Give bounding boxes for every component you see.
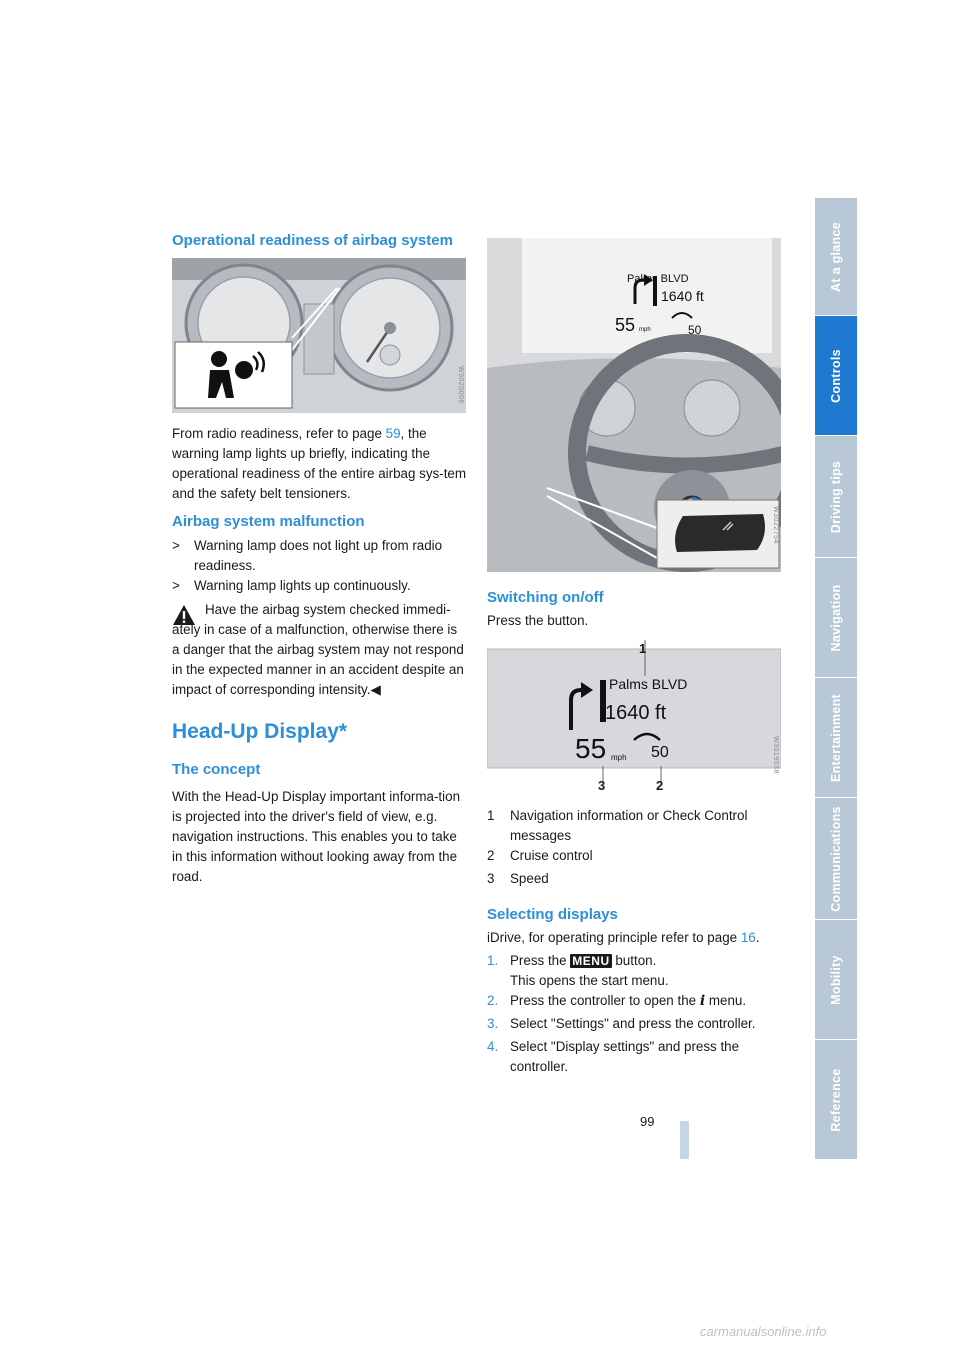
sidebar-tab-communications[interactable] [815, 798, 857, 920]
steering-illustration [487, 238, 781, 572]
step-item [487, 1014, 787, 1034]
page-link-16[interactable]: 16 [740, 930, 756, 945]
hud-street-name: Palms BLVD [609, 676, 688, 692]
list-item [172, 536, 468, 576]
tab-label: Mobility [829, 954, 843, 1005]
hud-cruise: 50 [651, 744, 669, 761]
hud-speed-unit: mph [611, 753, 627, 762]
tab-label: Driving tips [829, 460, 843, 533]
callout-3: 3 [598, 778, 606, 793]
step-item [487, 991, 787, 1011]
airbag-malfunction-heading: Airbag system malfunction [172, 513, 365, 530]
menu-button-icon: MENU [572, 954, 610, 968]
sidebar-tab-mobility[interactable] [815, 920, 857, 1040]
text-segment: , the warning lamp lights up briefly, indicating the operational readiness of the entire airbag sys-tem and the safety belt tensioners. [172, 426, 467, 501]
list-item [172, 576, 468, 596]
instrument-cluster-illustration [172, 258, 466, 413]
legend-item [487, 846, 783, 866]
legend-number: 2 [487, 848, 495, 863]
legend-item [487, 806, 783, 846]
step-item [487, 1037, 787, 1077]
switching-text: Press the button. [487, 613, 589, 628]
bullet-text: Warning lamp lights up continuously. [194, 578, 411, 593]
legend-text: Cruise control [510, 848, 593, 863]
tab-label: Communications [829, 805, 843, 912]
text-segment: From radio readiness, refer to page [172, 426, 386, 441]
chapter-sidebar [815, 198, 857, 1160]
hud-street-name: Palms BLVD [627, 273, 689, 285]
tab-label: Reference [829, 1067, 843, 1132]
bullet-mark: > [172, 578, 180, 593]
idrive-text [487, 928, 787, 948]
hud-heading: Head-Up Display* [172, 720, 348, 743]
step-number: 2. [487, 993, 499, 1008]
legend-text: Navigation information or Check Control messages [510, 808, 748, 843]
concept-heading: The concept [172, 761, 261, 778]
text-segment: Press the controller to open the [510, 993, 700, 1008]
callout-2: 2 [656, 778, 664, 793]
hud-display-figure [487, 640, 781, 794]
switching-heading: Switching on/off [487, 589, 604, 606]
step-number: 3. [487, 1016, 499, 1031]
tab-label: Entertainment [829, 693, 843, 782]
figure-code: W3019038 [772, 736, 779, 774]
hud-speed: 55 [615, 315, 636, 335]
airbag-readiness-text [172, 424, 468, 504]
bullet-mark: > [172, 538, 180, 553]
tab-label: Navigation [829, 584, 843, 651]
sidebar-tab-reference[interactable] [815, 1040, 857, 1160]
step-text [510, 991, 785, 1011]
tab-label: At a glance [829, 221, 843, 292]
step-text [510, 951, 785, 991]
selecting-displays-heading: Selecting displays [487, 906, 618, 923]
sidebar-tab-controls[interactable] [815, 316, 857, 436]
info-icon: i [699, 993, 706, 1009]
sidebar-tab-navigation[interactable] [815, 558, 857, 678]
instrument-cluster-figure [172, 258, 466, 413]
hud-speed-unit: mph [639, 327, 651, 333]
concept-text: With the Head-Up Display important informa-tion is projected into the driver's field of view, e.g. navigation instructions. This enables you to take in this information without looking away from the road. [172, 789, 461, 884]
step-text: Select "Settings" and press the controller. [510, 1016, 756, 1031]
text-segment: . [755, 930, 760, 945]
hud-speed: 55 [575, 733, 607, 764]
legend-number: 1 [487, 808, 495, 823]
legend-number: 3 [487, 871, 495, 886]
text-segment: button. [611, 953, 657, 968]
legend-text: Speed [510, 871, 549, 886]
footer-watermark[interactable]: carmanualsonline.info [700, 1324, 827, 1339]
page-number: 99 [640, 1114, 655, 1129]
figure-code: W3020006 [457, 366, 464, 404]
page-link-59[interactable]: 59 [385, 426, 401, 441]
sidebar-tab-driving-tips[interactable] [815, 436, 857, 558]
legend-item [487, 869, 783, 889]
figure-code: W3022754 [772, 506, 779, 544]
step-number: 1. [487, 953, 499, 968]
hud-cruise: 50 [688, 323, 702, 337]
tab-label: Controls [829, 348, 843, 403]
text-segment: Press the [510, 953, 571, 968]
warning-text-body: Have the airbag system checked immedi-ately in case of a malfunction, otherwise there is a danger that the airbag system may not respond in the expected manner in an accident despite an impact of corresponding intensity. [172, 602, 464, 697]
text-segment: menu. [705, 993, 747, 1008]
end-mark: ◀ [370, 682, 381, 697]
warning-text [172, 600, 468, 700]
airbag-readiness-heading: Operational readiness of airbag system [172, 232, 453, 249]
hud-distance: 1640 ft [605, 702, 667, 724]
hud-distance: 1640 ft [661, 288, 704, 304]
step-text: Select "Display settings" and press the controller. [510, 1039, 740, 1074]
text-segment: iDrive, for operating principle refer to page [487, 930, 741, 945]
callout-1: 1 [639, 641, 647, 656]
step-item [487, 951, 787, 991]
text-segment: This opens the start menu. [510, 973, 669, 988]
sidebar-tab-entertainment[interactable] [815, 678, 857, 798]
page-marker-bar [680, 1121, 689, 1159]
step-number: 4. [487, 1039, 499, 1054]
hud-steering-figure [487, 238, 781, 572]
bullet-text: Warning lamp does not light up from radio readiness. [194, 538, 443, 573]
sidebar-tab-at-a-glance[interactable] [815, 198, 857, 316]
